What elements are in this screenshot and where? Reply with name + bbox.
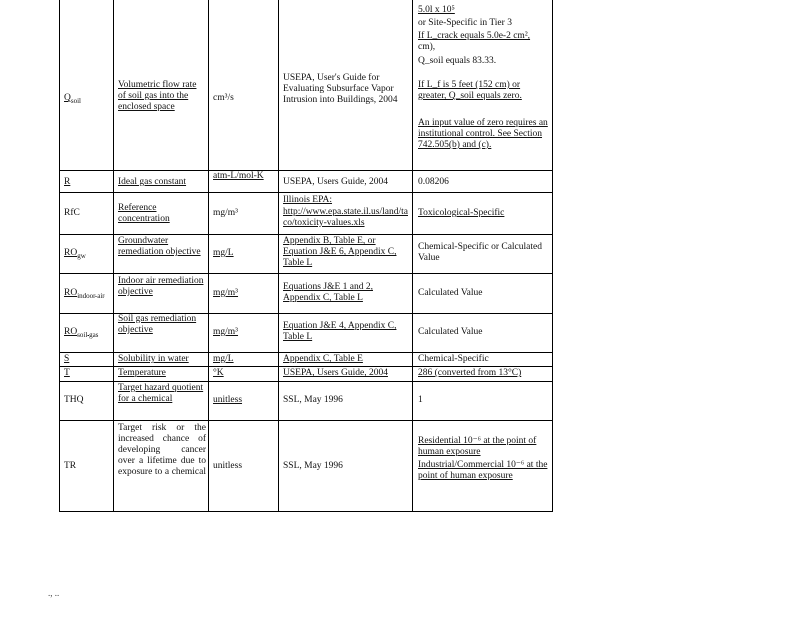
units-ro-indoor-air: mg/m³ xyxy=(213,288,239,298)
value-qsoil-a: Q_soil equals 83.33. xyxy=(418,56,497,66)
parameter-ro-indoor-air: Indoor air remediation objective xyxy=(118,276,204,297)
top-note-3b: cm), xyxy=(418,42,436,52)
symbol-r: R xyxy=(64,177,71,187)
symbol-s: S xyxy=(64,354,70,364)
source-ro-indoor-air: Equations J&E 1 and 2, Appendix C, Table L xyxy=(283,282,373,303)
column-divider-4 xyxy=(412,0,413,512)
value-qsoil-c: An input value of zero requires an institutional control. See Section 742.505(b) and (c). xyxy=(418,118,548,150)
units-ro-gw: mg/L xyxy=(213,248,234,258)
units-qsoil: cm³/s xyxy=(213,93,234,103)
row-rule xyxy=(59,273,553,274)
units-s: mg/L xyxy=(213,354,234,364)
symbol-t: T xyxy=(64,368,70,378)
value-thq: 1 xyxy=(418,395,423,405)
symbol-ro-gw: $RO_{gw}$ xyxy=(64,248,86,260)
value-tr-a: Residential 10⁻⁶ at the point of human exposure xyxy=(418,436,537,457)
units-rfc: mg/m³ xyxy=(213,208,239,218)
parameter-s: Solubility in water xyxy=(118,354,189,364)
source-rfc-link[interactable]: http://www.epa.state.il.us/land/taco/toxicity-values.xls xyxy=(283,207,408,228)
row-rule xyxy=(59,352,553,353)
row-rule xyxy=(59,420,553,421)
parameter-thq: Target hazard quotient for a chemical xyxy=(118,383,204,404)
units-thq: unitless xyxy=(213,395,243,405)
source-ro-soil-gas: Equation J&E 4, Appendix C, Table L xyxy=(283,321,397,342)
source-ro-gw: Appendix B, Table E, or Equation J&E 6, Appendix C, Table L xyxy=(283,236,397,268)
value-r: 0.08206 xyxy=(418,177,449,187)
value-ro-soil-gas: Calculated Value xyxy=(418,327,483,337)
value-ro-gw: Chemical-Specific or Calculated Value xyxy=(418,242,542,263)
source-qsoil: USEPA, User's Guide for Evaluating Subsurface Vapor Intrusion into Buildings, 2004 xyxy=(283,73,398,105)
column-divider-3 xyxy=(278,0,279,512)
units-ro-soil-gas: mg/m³ xyxy=(213,327,239,337)
symbol-ro-soil-gas: $RO_{soil gas}$ xyxy=(64,327,99,339)
symbol-tr: TR xyxy=(64,461,77,471)
row-rule xyxy=(59,192,553,193)
table-border-bottom xyxy=(59,511,553,512)
source-t: USEPA, Users Guide, 2004 xyxy=(283,368,388,378)
value-qsoil-b: If L_f is 5 feet (152 cm) or greater, Q_soil equals zero. xyxy=(418,80,522,101)
parameter-t: Temperature xyxy=(118,368,166,378)
table-border-right xyxy=(552,0,553,512)
source-s: Appendix C, Table E xyxy=(283,354,363,364)
value-s: Chemical-Specific xyxy=(418,354,489,364)
source-thq: SSL, May 1996 xyxy=(283,395,343,405)
table-border-left xyxy=(59,0,60,512)
symbol-qsoil: $Q_{soil}$ xyxy=(64,93,81,105)
parameter-qsoil: Volumetric flow rate of soil gas into the enclosed space xyxy=(118,80,197,112)
value-t: 286 (converted from 13°C) xyxy=(418,368,522,378)
row-rule xyxy=(59,381,553,382)
source-r: USEPA, Users Guide, 2004 xyxy=(283,177,388,187)
footer-marks: ., .. xyxy=(48,588,60,598)
column-divider-1 xyxy=(113,0,114,512)
column-divider-2 xyxy=(208,0,209,512)
symbol-thq: THQ xyxy=(64,395,84,405)
value-rfc: Toxicological-Specific xyxy=(418,208,505,218)
row-rule xyxy=(59,366,553,367)
top-note-1: 5.0l x 10⁵ xyxy=(418,5,455,15)
units-r: atm-L/mol-K xyxy=(213,171,264,181)
row-rule xyxy=(59,170,553,171)
value-tr-b: Industrial/Commercial 10⁻⁶ at the point of human exposure xyxy=(418,460,548,481)
symbol-ro-indoor-air: $RO_{indoor air}$ xyxy=(64,288,105,300)
parameter-r: Ideal gas constant xyxy=(118,177,187,187)
top-note-2: or Site-Specific in Tier 3 xyxy=(418,18,512,28)
row-rule xyxy=(59,234,553,235)
top-note-3: If L_crack equals 5.0e-2 cm², xyxy=(418,31,531,41)
units-tr: unitless xyxy=(213,461,243,471)
source-rfc-1: Illinois EPA: xyxy=(283,195,333,205)
parameter-ro-gw: Groundwater remediation objective xyxy=(118,236,201,257)
parameter-ro-soil-gas: Soil gas remediation objective xyxy=(118,314,197,335)
units-t: °K xyxy=(213,368,224,378)
symbol-rfc: RfC xyxy=(64,208,80,218)
value-ro-indoor-air: Calculated Value xyxy=(418,288,483,298)
parameter-rfc: Reference concentration xyxy=(118,203,170,224)
source-tr: SSL, May 1996 xyxy=(283,461,343,471)
parameter-tr: Target risk or the increased chance of developing cancer over a lifetime due to exposure to a chemical xyxy=(118,423,206,477)
